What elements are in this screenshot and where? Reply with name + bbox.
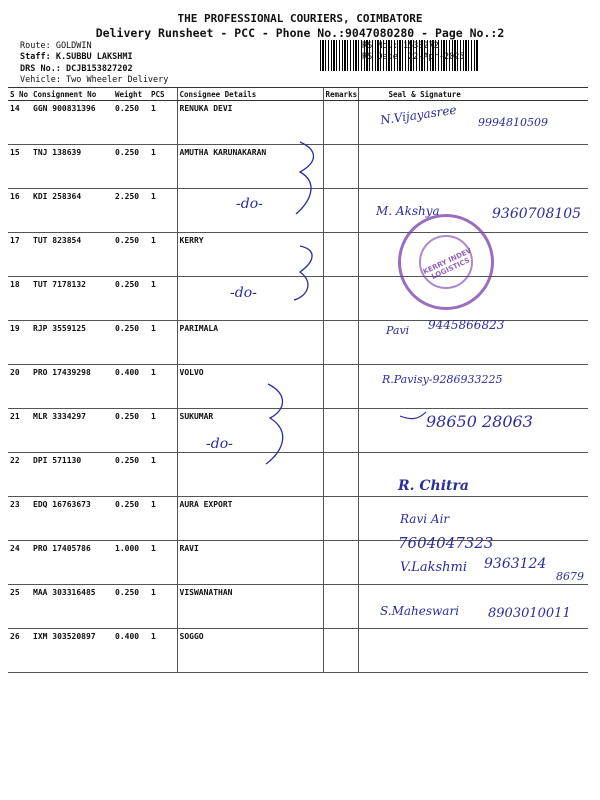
cell-pcs: 1 (149, 497, 177, 541)
cell-pcs: 1 (149, 453, 177, 497)
cell-sno: 21 (8, 409, 31, 453)
cell-pcs: 1 (149, 629, 177, 673)
cell-sno: 16 (8, 189, 31, 233)
phone-number: 7604047323 (398, 534, 494, 552)
cell-pcs: 1 (149, 541, 177, 585)
col-sno: S No (8, 88, 31, 101)
staff-label: Staff: K.SUBBU LAKSHMI (20, 52, 133, 62)
cell-consignee: KERRY (177, 233, 323, 277)
cell-consignee: VISWANATHAN (177, 585, 323, 629)
cell-pcs: 1 (149, 277, 177, 321)
cell-pcs: 1 (149, 189, 177, 233)
seal-stamp (398, 214, 494, 310)
cell-consignee: RENUKA DEVI (177, 101, 323, 145)
cell-weight: 0.250 (113, 145, 149, 189)
cell-consignment: TUT 823854 (31, 233, 113, 277)
drs-number: DRS No.: DCJB153827202 (20, 64, 133, 74)
phone-number: 8679 (556, 570, 584, 583)
cell-consignee: AMUTHA KARUNAKARAN (177, 145, 323, 189)
cell-weight: 0.250 (113, 277, 149, 321)
cell-sno: 25 (8, 585, 31, 629)
col-remarks: Remarks (323, 88, 358, 101)
cell-consignee: VOLVO (177, 365, 323, 409)
runsheet-subtitle: Delivery Runsheet - PCC - Phone No.:9047080280 - Page No.:2 (95, 26, 505, 40)
ditto-mark: -do- (206, 436, 233, 452)
rs-number: RS No.: 1538272 (362, 41, 439, 51)
signature: S.Maheswari (380, 604, 460, 618)
cell-consignment: EDQ 16763673 (31, 497, 113, 541)
cell-weight: 0.250 (113, 585, 149, 629)
cell-consignment: RJP 3559125 (31, 321, 113, 365)
cell-sno: 24 (8, 541, 31, 585)
cell-consignment: MLR 3334297 (31, 409, 113, 453)
company-title: THE PROFESSIONAL COURIERS, COIMBATORE (177, 12, 423, 25)
col-consignment: Consignment No (31, 88, 113, 101)
cell-consignment: KDI 258364 (31, 189, 113, 233)
signature: Ravi Air (400, 512, 450, 526)
signature: N.Vijayasree (379, 102, 458, 128)
cell-consignment: MAA 303316485 (31, 585, 113, 629)
cell-sno: 23 (8, 497, 31, 541)
cell-consignee: AURA EXPORT (177, 497, 323, 541)
vehicle-label: Vehicle: Two Wheeler Delivery (20, 75, 169, 85)
cell-weight: 0.400 (113, 629, 149, 673)
cell-pcs: 1 (149, 145, 177, 189)
cell-weight: 2.250 (113, 189, 149, 233)
cell-consignee: PARIMALA (177, 321, 323, 365)
cell-weight: 0.250 (113, 101, 149, 145)
cell-weight: 0.250 (113, 409, 149, 453)
cell-sno: 15 (8, 145, 31, 189)
cell-pcs: 1 (149, 101, 177, 145)
cell-sno: 26 (8, 629, 31, 673)
phone-number: 9363124 (484, 556, 547, 572)
cell-consignment: TUT 7178132 (31, 277, 113, 321)
cell-sno: 14 (8, 101, 31, 145)
cell-consignment: GGN 900831396 (31, 101, 113, 145)
cell-pcs: 1 (149, 233, 177, 277)
col-weight: Weight (113, 88, 149, 101)
cell-pcs: 1 (149, 409, 177, 453)
phone-number: 9994810509 (478, 116, 548, 129)
phone-number: 98650 28063 (426, 412, 533, 431)
cell-pcs: 1 (149, 585, 177, 629)
cell-weight: 0.250 (113, 233, 149, 277)
signature: R.Pavisy-9286933225 (382, 373, 503, 386)
cell-pcs: 1 (149, 365, 177, 409)
cell-pcs: 1 (149, 321, 177, 365)
signature: Pavi (386, 324, 410, 337)
col-pcs: PCS (149, 88, 177, 101)
stamp-text: KERRY INDEV LOGISTICS (421, 246, 473, 281)
phone-number: 9445866823 (428, 318, 505, 332)
route-label: Route: GOLDWIN (20, 41, 92, 51)
cell-consignee: SOGGO (177, 629, 323, 673)
cell-sno: 22 (8, 453, 31, 497)
ditto-mark: -do- (230, 285, 257, 301)
cell-consignment: PRO 17439298 (31, 365, 113, 409)
cell-consignment: TNJ 138639 (31, 145, 113, 189)
cell-consignee: SUKUMAR (177, 409, 323, 453)
cell-consignment: DPI 571130 (31, 453, 113, 497)
cell-sno: 18 (8, 277, 31, 321)
cell-sno: 20 (8, 365, 31, 409)
rs-date: RS Date: 22-Apr-2025 (362, 52, 465, 62)
cell-weight: 0.250 (113, 321, 149, 365)
cell-weight: 0.250 (113, 497, 149, 541)
cell-consignment: PRO 17405786 (31, 541, 113, 585)
cell-consignment: IXM 303520897 (31, 629, 113, 673)
col-consignee: Consignee Details (177, 88, 323, 101)
cell-sno: 19 (8, 321, 31, 365)
cell-weight: 0.400 (113, 365, 149, 409)
signature: M. Akshya (376, 204, 440, 218)
cell-weight: 1.000 (113, 541, 149, 585)
cell-consignee: RAVI (177, 541, 323, 585)
ditto-mark: -do- (236, 196, 263, 212)
cell-sno: 17 (8, 233, 31, 277)
signature: V.Lakshmi (400, 560, 468, 575)
cell-weight: 0.250 (113, 453, 149, 497)
col-seal-signature: Seal & Signature (358, 88, 588, 101)
phone-number: 8903010011 (488, 606, 571, 621)
signature: R. Chitra (398, 478, 469, 494)
phone-number: 9360708105 (492, 206, 582, 222)
